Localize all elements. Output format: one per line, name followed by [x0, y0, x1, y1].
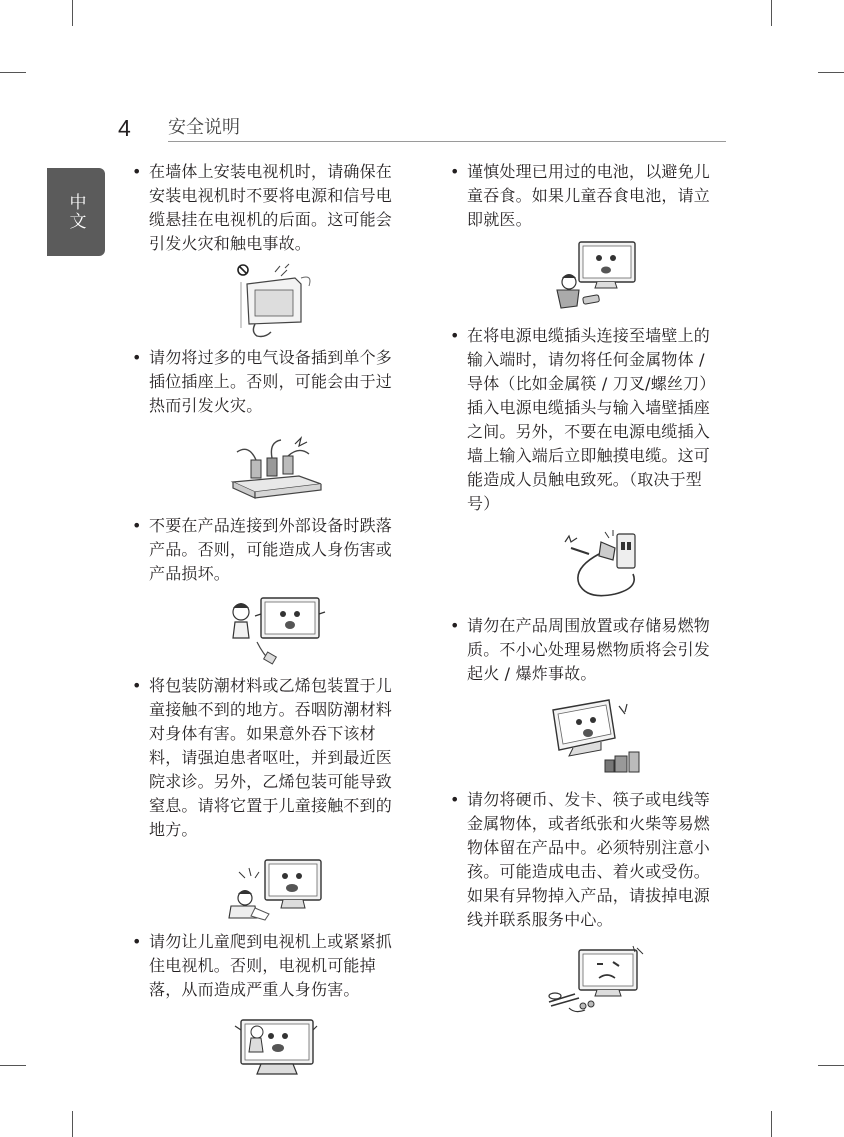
child-packaging-illustration	[225, 858, 329, 922]
bullet: •	[132, 348, 142, 367]
crop-mark	[0, 1065, 26, 1066]
safety-item-text: 谨慎处理已用过的电池，以避免儿童吞食。如果儿童吞食电池，请立即就医。	[467, 162, 711, 229]
safety-item-text: 将包装防潮材料或乙烯包装置于儿童接触不到的地方。吞咽防潮材料对身体有害。如果意外吞下该材料，请强迫患者呕吐，并到最近医院求诊。另外，乙烯包装可能导致窒息。请将它置于儿童接触不到的地方。	[149, 676, 393, 839]
safety-item	[450, 324, 722, 602]
safety-item-text: 在墙体上安装电视机时，请确保在安装电视机时不要将电源和信号电缆悬挂在电视机的后面。这可能会引发火灾和触电事故。	[149, 162, 393, 253]
safety-item	[450, 614, 722, 776]
crop-mark	[771, 0, 772, 26]
safety-item	[132, 930, 404, 1078]
page-header	[118, 113, 726, 143]
bullet: •	[450, 326, 460, 345]
tv-wall-cable-illustration	[235, 262, 319, 340]
power-plug-illustration	[543, 528, 647, 602]
bullet: •	[132, 676, 142, 695]
safety-item-text: 不要在产品连接到外部设备时跌落产品。否则，可能造成人身伤害或产品损坏。	[149, 516, 393, 583]
language-tab	[47, 168, 105, 256]
crop-mark	[818, 1065, 844, 1066]
child-battery-illustration	[549, 238, 641, 312]
crop-mark	[72, 0, 73, 26]
crop-mark	[0, 72, 26, 73]
bullet: •	[450, 162, 460, 181]
language-tab-label: 中文	[65, 193, 86, 231]
safety-item-text: 请勿将过多的电气设备插到单个多插位插座上。否则，可能会由于过热而引发火灾。	[149, 348, 393, 415]
section-title: 安全说明	[168, 117, 240, 138]
header-divider	[168, 141, 726, 142]
safety-item-text: 请勿将硬币、发卡、筷子或电线等金属物体，或者纸张和火柴等易燃物体留在产品中。必须特别注意小孩。可能造成电击、着火或受伤。如果有异物掉入产品，请拔掉电源线并联系服务中心。	[467, 790, 711, 929]
bullet: •	[450, 790, 460, 809]
bullet: •	[450, 616, 460, 635]
right-column	[450, 160, 722, 1016]
page-number: 4	[118, 115, 131, 141]
safety-item	[132, 160, 404, 340]
crop-mark	[771, 1111, 772, 1137]
safety-item	[450, 160, 722, 312]
left-column	[132, 160, 404, 1078]
bullet: •	[132, 162, 142, 181]
safety-item-text: 请勿在产品周围放置或存储易燃物质。不小心处理易燃物质将会引发起火 / 爆炸事故。	[467, 616, 711, 683]
safety-item-text: 在将电源电缆插头连接至墙壁上的输入端时，请勿将任何金属物体 / 导体（比如金属筷 / 刀叉/螺丝刀）插入电源电缆插头与输入墙壁插座之间。另外，不要在电源电缆插入墙上输入端后立即触摸电缆。这可能造成人员触电致死。（取决于型号）	[467, 326, 716, 513]
child-climbing-tv-illustration	[231, 1016, 323, 1078]
safety-item	[450, 788, 722, 1016]
metal-objects-illustration	[545, 944, 645, 1016]
safety-item	[132, 346, 404, 502]
bullet: •	[132, 932, 142, 951]
crop-mark	[72, 1111, 73, 1137]
flammable-materials-illustration	[545, 698, 645, 776]
bullet: •	[132, 516, 142, 535]
crop-mark	[818, 72, 844, 73]
safety-item-text: 请勿让儿童爬到电视机上或紧紧抓住电视机。否则，电视机可能掉落，从而造成严重人身伤害。	[149, 932, 393, 999]
overloaded-power-strip-illustration	[229, 436, 325, 502]
child-dropping-tv-illustration	[227, 592, 327, 668]
safety-item	[132, 674, 404, 922]
safety-item	[132, 514, 404, 668]
